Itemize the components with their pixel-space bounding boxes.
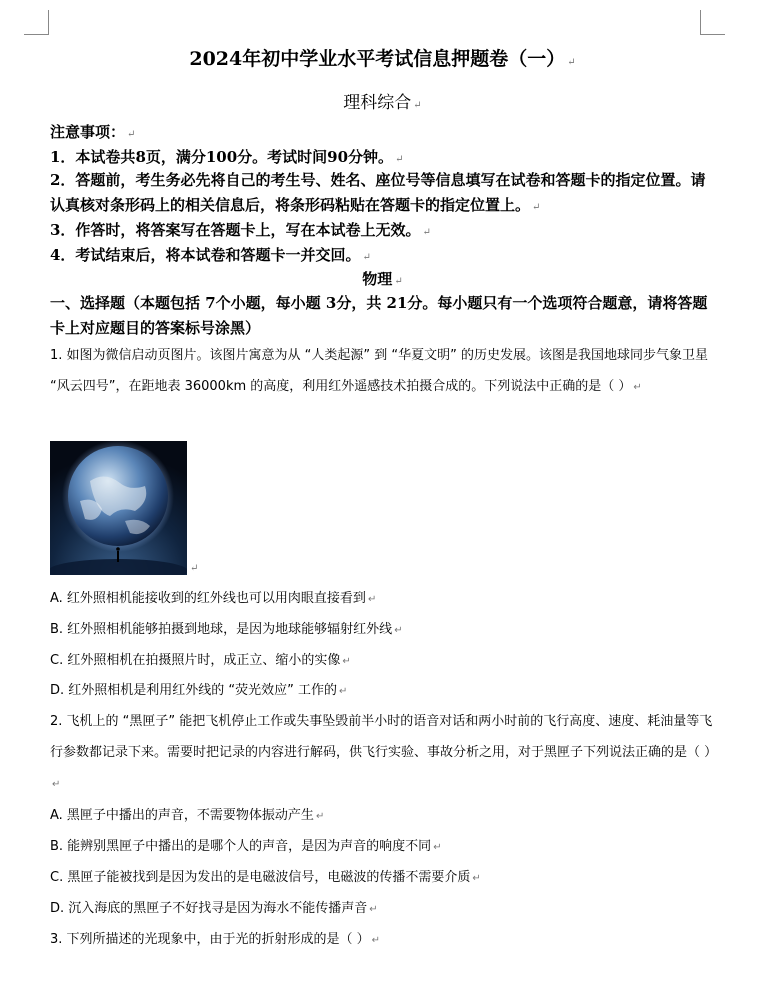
question-1-option-c: C. 红外照相机在拍摄照片时，成正立、缩小的实像 ↵ [50,653,351,668]
question-2-stem: 2. 飞机上的 “黑匣子” 能把飞机停止工作或失事坠毁前半小时的语音对话和两小时前的飞行高度、速度、耗油量等飞行参数都记录下来。需要时把记录的内容进行解码，供飞行实验、事故分析之用，对于黑匣子下列说法正确的是（ ）↵ [50,714,718,790]
notice-heading: 注意事项： ↵ [50,123,136,141]
notice-item-4: 4．考试结束后，将本试卷和答题卡一并交回。 ↵ [50,246,371,264]
question-2-option-a: A. 黑匣子中播出的声音，不需要物体振动产生 ↵ [50,808,325,823]
crop-mark-top-right [700,10,725,35]
exam-title: 2024年初中学业水平考试信息押题卷（一） ↵ [189,48,576,70]
question-2-option-b: B. 能辨别黑匣子中播出的是哪个人的声音，是因为声音的响度不同 ↵ [50,839,442,854]
earth-image [50,441,187,575]
image-paragraph-mark: ↵ [190,563,199,574]
subject-heading: 物理 ↵ [362,270,403,288]
question-2-option-d: D. 沉入海底的黑匣子不好找寻是因为海水不能传播声音 ↵ [50,901,378,916]
notice-item-1: 1．本试卷共8页，满分100分。考试时间90分钟。 ↵ [50,148,404,166]
exam-subtitle: 理科综合 ↵ [343,93,422,113]
question-3-stem: 3. 下列所描述的光现象中，由于光的折射形成的是（ ） ↵ [50,932,381,947]
question-2-option-c: C. 黑匣子能被找到是因为发出的是电磁波信号，电磁波的传播不需要介质 ↵ [50,870,481,885]
notice-item-3: 3．作答时，将答案写在答题卡上，写在本试卷上无效。 ↵ [50,221,431,239]
part-heading: 一、选择题（本题包括 7个小题，每小题 3分，共 21分。每小题只有一个选项符合题意，请将答题卡上对应题目的答案标号涂黑） [50,294,708,337]
notice-item-2: 2．答题前，考生务必先将自己的考生号、姓名、座位号等信息填写在试卷和答题卡的指定位置。请认真核对条形码上的相关信息后，将条形码粘贴在答题卡的指定位置上。 ↵ [50,171,706,214]
question-1-option-b: B. 红外照相机能够拍摄到地球，是因为地球能够辐射红外线 ↵ [50,622,403,637]
question-1-stem: 1. 如图为微信启动页图片。该图片寓意为从 “人类起源” 到 “华夏文明” 的历史发展。该图是我国地球同步气象卫星 “风云四号”，在距地表 36000km 的高度，利用红外遥感技术拍摄合成的。下列说法中正确的是（ ） ↵ [50,348,709,394]
question-1-option-a: A. 红外照相机能接收到的红外线也可以用肉眼直接看到 ↵ [50,591,377,606]
question-1-option-d: D. 红外照相机是利用红外线的 “荧光效应” 工作的 ↵ [50,683,348,698]
crop-mark-top-left [24,10,49,35]
